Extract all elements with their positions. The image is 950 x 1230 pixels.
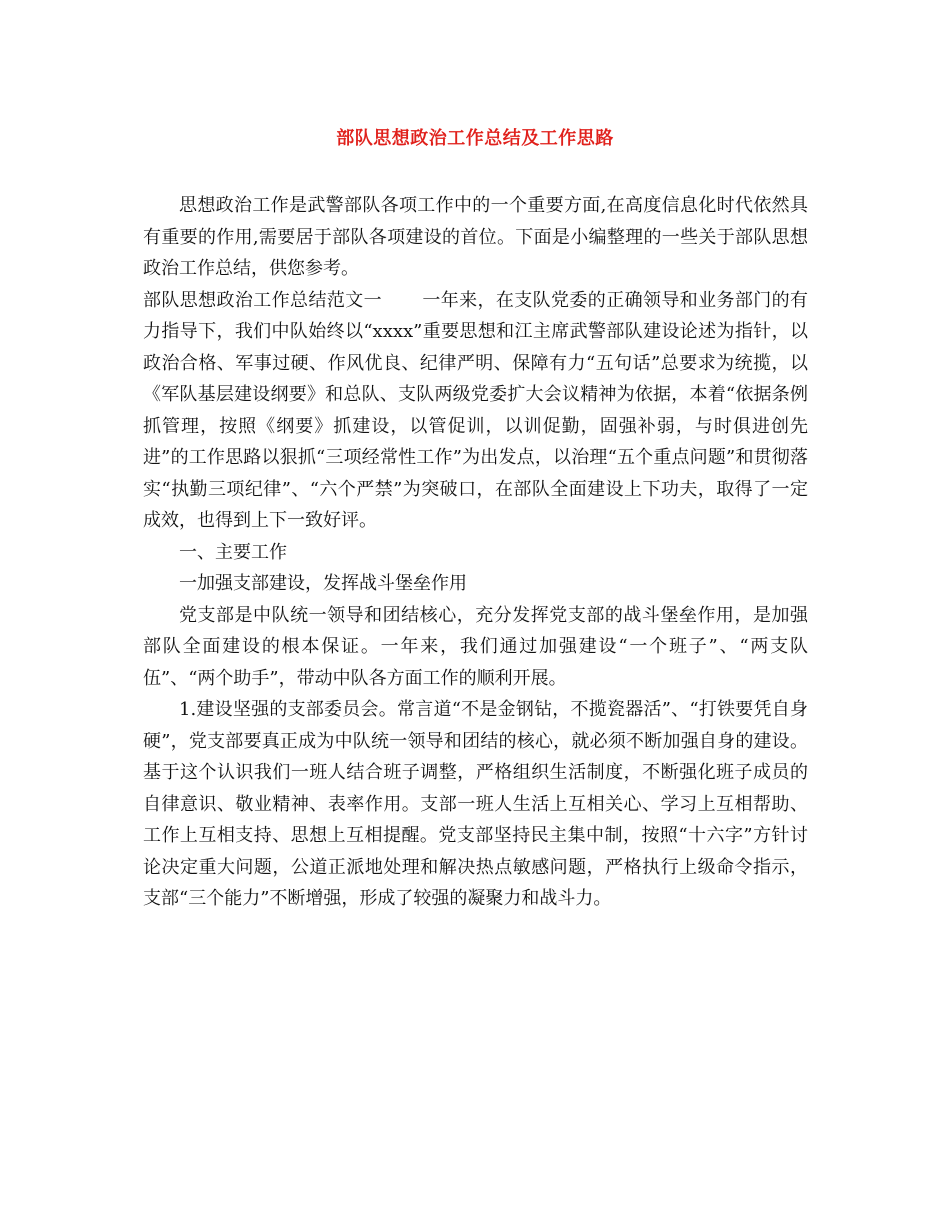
intro-paragraph: 思想政治工作是武警部队各项工作中的一个重要方面,在高度信息化时代依然具有重要的作用,需要居于部队各项建设的首位。下面是小编整理的一些关于部队思想政治工作总结，供您参考。 bbox=[143, 195, 808, 279]
sample-heading: 部队思想政治工作总结范文一 bbox=[143, 289, 382, 311]
subsection-heading: 一加强支部建设，发挥战斗堡垒作用 bbox=[179, 573, 467, 594]
item-one-paragraph: 1.建设坚强的支部委员会。常言道“不是金钢钻，不揽瓷器活”、“打铁要凭自身硬”，党支部要真正成为中队统一领导和团结的核心，就必须不断加强自身的建设。基于这个认识我们一班人结合班子调整，严格组织生活制度，不断强化班子成员的自律意识、敬业精神、表率作用。支部一班人生活上互相关心、学习上互相帮助、工作上互相支持、思想上互相提醒。党支部坚持民主集中制，按照“十六字”方针讨论决定重大问题，公道正派地处理和解决热点敏感问题，严格执行上级命令指示，支部“三个能力”不断增强，形成了较强的凝聚力和战斗力。 bbox=[143, 699, 808, 909]
section-heading: 一、主要工作 bbox=[179, 541, 287, 563]
party-branch-paragraph: 党支部是中队统一领导和团结核心，充分发挥党支部的战斗堡垒作用，是加强部队全面建设的根本保证。一年来，我们通过加强建设“一个班子”、“两支队伍”、“两个助手”，带动中队各方面工作的顺利开展。 bbox=[143, 604, 808, 689]
sample-opening: 一年来，在支队党委的正确领导和业务部门的有力指导下，我们中队始终以“xxxx”重要思想和江主席武警部队建设论述为指针，以政治合格、军事过硬、作风优良、纪律严明、保障有力“五句话”总要求为统揽，以《军队基层建设纲要》和总队、支队两级党委扩大会议精神为依据，本着“依据条例抓管理，按照《纲要》抓建设，以管促训，以训促勤，固强补弱，与时俱进创先进”的工作思路以狠抓“三项经常性工作”为出发点，以治理“五个重点问题”和贯彻落实“执勤三项纪律”、“六个严禁”为突破口，在部队全面建设上下功夫，取得了一定成效，也得到上下一致好评。 bbox=[143, 289, 809, 531]
document-body bbox=[143, 190, 808, 915]
document-title: 部队思想政治工作总结及工作思路 bbox=[336, 128, 614, 149]
sample-paragraph bbox=[143, 285, 808, 537]
